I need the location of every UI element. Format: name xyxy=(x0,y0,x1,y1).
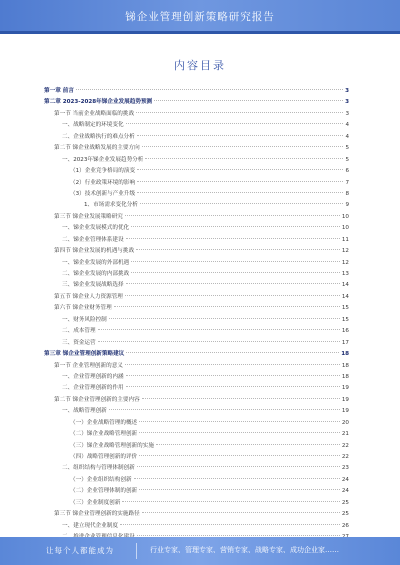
toc-entry[interactable] xyxy=(44,212,349,223)
toc-page-number: 22 xyxy=(341,454,349,460)
toc-entry-text: （一）企业组织结构创新 xyxy=(70,476,132,483)
toc-entry[interactable] xyxy=(44,200,349,211)
toc-entry[interactable] xyxy=(44,280,349,291)
toc-leader-dots xyxy=(125,364,340,365)
toc-entry[interactable] xyxy=(44,178,349,189)
toc-entry[interactable] xyxy=(44,441,349,452)
toc-leader-dots xyxy=(98,341,340,342)
toc-entry-text: （二）企业管理体制的创新 xyxy=(70,488,138,495)
toc-page-number: 4 xyxy=(345,122,349,129)
toc-page-number: 17 xyxy=(341,339,349,346)
toc-leader-dots xyxy=(137,192,343,193)
toc-leader-dots xyxy=(137,535,340,536)
toc-leader-dots xyxy=(154,100,343,101)
toc-page-number: 3 xyxy=(345,99,349,106)
toc-page-number: 7 xyxy=(345,179,349,186)
toc-entry-text: 二、企业战略执行的难点分析 xyxy=(62,133,135,140)
toc-page-number: 16 xyxy=(341,328,349,335)
toc-page-number: 3 xyxy=(345,110,349,117)
toc-page-number: 13 xyxy=(341,271,349,277)
toc-entry-text: 一、锑企业发展模式的优化 xyxy=(62,225,130,232)
toc-leader-dots xyxy=(131,226,340,227)
toc-entry-text: 1、市场需求变化分析 xyxy=(84,202,138,209)
toc-page-number: 18 xyxy=(341,362,349,369)
toc-entry[interactable] xyxy=(44,418,349,429)
toc-entry[interactable] xyxy=(44,97,349,108)
toc-entry-text: 第二节 锑企业管理创新的主要内容 xyxy=(54,396,140,403)
toc-heading: 内容目录 xyxy=(174,59,226,72)
toc-leader-dots xyxy=(125,295,340,296)
toc-page-number: 25 xyxy=(341,499,349,506)
toc-entry[interactable] xyxy=(44,498,349,509)
toc-page-number: 15 xyxy=(341,305,349,312)
toc-page-number: 22 xyxy=(341,442,349,449)
toc-page-number: 14 xyxy=(341,293,349,300)
toc-page-number: 25 xyxy=(341,511,349,518)
toc-leader-dots xyxy=(142,398,340,399)
toc-entry-text: 三、资金运营 xyxy=(62,339,96,346)
toc-entry[interactable] xyxy=(44,395,349,406)
toc-leader-dots xyxy=(126,375,340,376)
toc-leader-dots xyxy=(137,466,340,467)
toc-leader-dots xyxy=(140,203,344,204)
toc-entry[interactable] xyxy=(44,475,349,486)
toc-page-number: 9 xyxy=(345,202,349,209)
toc-entry[interactable] xyxy=(44,361,349,372)
toc-entry[interactable] xyxy=(44,189,349,200)
toc-leader-dots xyxy=(126,238,340,239)
toc-entry-text: 第五节 锑企业人力资源管理 xyxy=(54,293,123,300)
toc-entry-text: 第一章 前言 xyxy=(44,88,74,94)
toc-page-number: 4 xyxy=(345,133,349,140)
toc-page-number: 24 xyxy=(341,488,349,495)
toc-entry[interactable] xyxy=(44,269,349,280)
toc-entry-text: 二、组织结构与管理体制创新 xyxy=(62,465,135,472)
toc-page-number: 24 xyxy=(341,476,349,483)
toc-entry-text: （三）企业制度创新 xyxy=(70,499,121,506)
toc-entry-text: 第四节 锑企业发展的机遇与挑战 xyxy=(54,248,135,255)
toc-page-number: 23 xyxy=(341,465,349,472)
toc-entry-text: （二）锑企业战略管理创新 xyxy=(70,431,138,438)
toc-page-number: 8 xyxy=(345,190,349,197)
toc-leader-dots xyxy=(131,272,340,273)
toc-entry[interactable] xyxy=(44,406,349,417)
toc-entry[interactable] xyxy=(44,120,349,131)
toc-entry-text: 二、成本管理 xyxy=(62,328,96,335)
toc-entry[interactable] xyxy=(44,109,349,120)
toc-entry[interactable] xyxy=(44,349,349,360)
toc-entry-text: 第三章 锑企业管理创新策略建议 xyxy=(44,351,125,358)
toc-page-number: 6 xyxy=(345,168,349,175)
toc-entry[interactable] xyxy=(44,452,349,463)
toc-entry-text: （1）企业竞争格局的演变 xyxy=(70,168,136,175)
toc-entry[interactable] xyxy=(44,258,349,269)
toc-page-number: 12 xyxy=(341,248,349,255)
toc-page-number: 19 xyxy=(341,385,349,392)
toc-leader-dots xyxy=(125,215,340,216)
toc-leader-dots xyxy=(156,444,340,445)
toc-entry-text: 第三节 锑企业管理创新的实施路径 xyxy=(54,511,140,518)
toc-entry-text: 第一节 当前企业战略面临的挑战 xyxy=(54,110,135,117)
toc-leader-dots xyxy=(76,89,343,90)
toc-entry-text: （3）技术创新与产业升级 xyxy=(70,190,136,197)
toc-entry-text: 一、2023年锑企业发展趋势分析 xyxy=(62,156,144,163)
toc-page-number: 14 xyxy=(341,282,349,289)
toc-entry-text: 三、锑企业发展战略选择 xyxy=(62,282,124,289)
toc-entry[interactable] xyxy=(44,372,349,383)
toc-entry[interactable] xyxy=(44,463,349,474)
toc-leader-dots xyxy=(114,306,340,307)
toc-page-number: 5 xyxy=(345,145,349,152)
report-header xyxy=(0,0,400,34)
toc-entry-text: 第二节 锑企业战略发展的主要方向 xyxy=(54,145,140,152)
toc-leader-dots xyxy=(131,261,340,262)
toc-entry-text: 一、战略制定的环境变化 xyxy=(62,122,124,129)
toc-entry-text: （三）锑企业战略管理创新的实施 xyxy=(70,442,154,449)
toc-page-number: 10 xyxy=(341,225,349,232)
toc-leader-dots xyxy=(142,146,344,147)
toc-entry-text: 一、战略管理创新 xyxy=(62,408,107,415)
toc-entry[interactable] xyxy=(44,326,349,337)
toc-leader-dots xyxy=(109,409,340,410)
toc-page-number: 11 xyxy=(341,236,349,243)
toc-entry[interactable] xyxy=(44,86,349,97)
toc-entry[interactable] xyxy=(44,429,349,440)
toc-leader-dots xyxy=(137,169,343,170)
toc-leader-dots xyxy=(139,455,340,456)
toc-entry-text: 一、锑企业发展的外部机遇 xyxy=(62,259,130,266)
toc-page-number: 26 xyxy=(341,522,349,529)
toc-entry[interactable] xyxy=(44,521,349,532)
toc-leader-dots xyxy=(136,249,340,250)
footer-slogan: 让每个人都能成为 xyxy=(46,546,114,555)
toc-leader-dots xyxy=(137,135,344,136)
toc-entry[interactable] xyxy=(44,132,349,143)
header-divider xyxy=(0,31,400,34)
toc-leader-dots xyxy=(139,489,340,490)
toc-entry[interactable] xyxy=(44,143,349,154)
toc-entry[interactable] xyxy=(44,486,349,497)
toc-entry[interactable] xyxy=(44,303,349,314)
toc-leader-dots xyxy=(139,432,340,433)
toc-entry[interactable] xyxy=(44,223,349,234)
toc-page-number: 3 xyxy=(345,88,349,94)
toc-entry-text: 一、企业管理创新的内涵 xyxy=(62,373,124,380)
toc-entry[interactable] xyxy=(44,509,349,520)
toc-leader-dots xyxy=(136,112,343,113)
report-title: 锑企业管理创新策略研究报告 xyxy=(125,11,275,23)
toc-entry[interactable] xyxy=(44,315,349,326)
toc-entry[interactable] xyxy=(44,338,349,349)
toc-entry-text: 一、建立现代企业制度 xyxy=(62,522,118,529)
toc-leader-dots xyxy=(145,158,343,159)
toc-entry-text: 二、锑企业发展的内部挑战 xyxy=(62,271,130,277)
toc-entry-text: （一）企业战略管理的概述 xyxy=(70,419,138,426)
toc-leader-dots xyxy=(120,524,340,525)
toc-leader-dots xyxy=(126,386,340,387)
toc-page-number: 10 xyxy=(341,213,349,220)
toc-leader-dots xyxy=(139,421,340,422)
report-footer xyxy=(0,537,400,565)
toc-entry-text: （四）战略管理创新的评价 xyxy=(70,454,138,460)
toc-entry-text: 第六节 锑企业财务管理 xyxy=(54,305,112,312)
toc-entry[interactable] xyxy=(44,246,349,257)
toc-entry[interactable] xyxy=(44,155,349,166)
toc-entry-text: 二、锑企业管理体系建设 xyxy=(62,236,124,243)
toc-leader-dots xyxy=(98,329,340,330)
toc-entry[interactable] xyxy=(44,235,349,246)
toc-page-number: 15 xyxy=(341,316,349,323)
toc-page-number: 19 xyxy=(341,408,349,415)
toc-page-number: 5 xyxy=(345,156,349,163)
footer-tagline: 行业专家、管理专家、营销专家、战略专家、成功企业家…… xyxy=(150,546,339,554)
toc-entry-text: 一、财务风险控制 xyxy=(62,316,107,323)
toc-page-number: 21 xyxy=(341,431,349,438)
toc-leader-dots xyxy=(126,352,339,353)
toc-leader-dots xyxy=(137,181,343,182)
toc-leader-dots xyxy=(134,478,340,479)
toc-page-number: 18 xyxy=(341,351,349,358)
toc-page-number: 20 xyxy=(341,419,349,426)
toc-leader-dots xyxy=(126,283,340,284)
toc-leader-dots xyxy=(126,123,344,124)
toc-page-number: 19 xyxy=(341,396,349,403)
toc-entry-text: （2）行业政策环境的影响 xyxy=(70,179,136,186)
toc-entry-text: 第二章 2023-2028年锑企业发展趋势预测 xyxy=(44,99,153,106)
toc-page-number: 12 xyxy=(341,259,349,266)
footer-divider xyxy=(136,543,137,559)
toc-entry[interactable] xyxy=(44,292,349,303)
table-of-contents xyxy=(44,86,349,555)
toc-entry-text: 二、企业管理创新的作用 xyxy=(62,385,124,392)
toc-entry[interactable] xyxy=(44,383,349,394)
toc-leader-dots xyxy=(142,512,340,513)
toc-leader-dots xyxy=(109,318,340,319)
toc-entry-text: 第三节 锑企业发展策略研究 xyxy=(54,213,123,220)
toc-leader-dots xyxy=(122,501,340,502)
toc-entry-text: 第一节 企业管理创新的意义 xyxy=(54,362,123,369)
toc-entry[interactable] xyxy=(44,166,349,177)
toc-page-number: 18 xyxy=(341,373,349,380)
